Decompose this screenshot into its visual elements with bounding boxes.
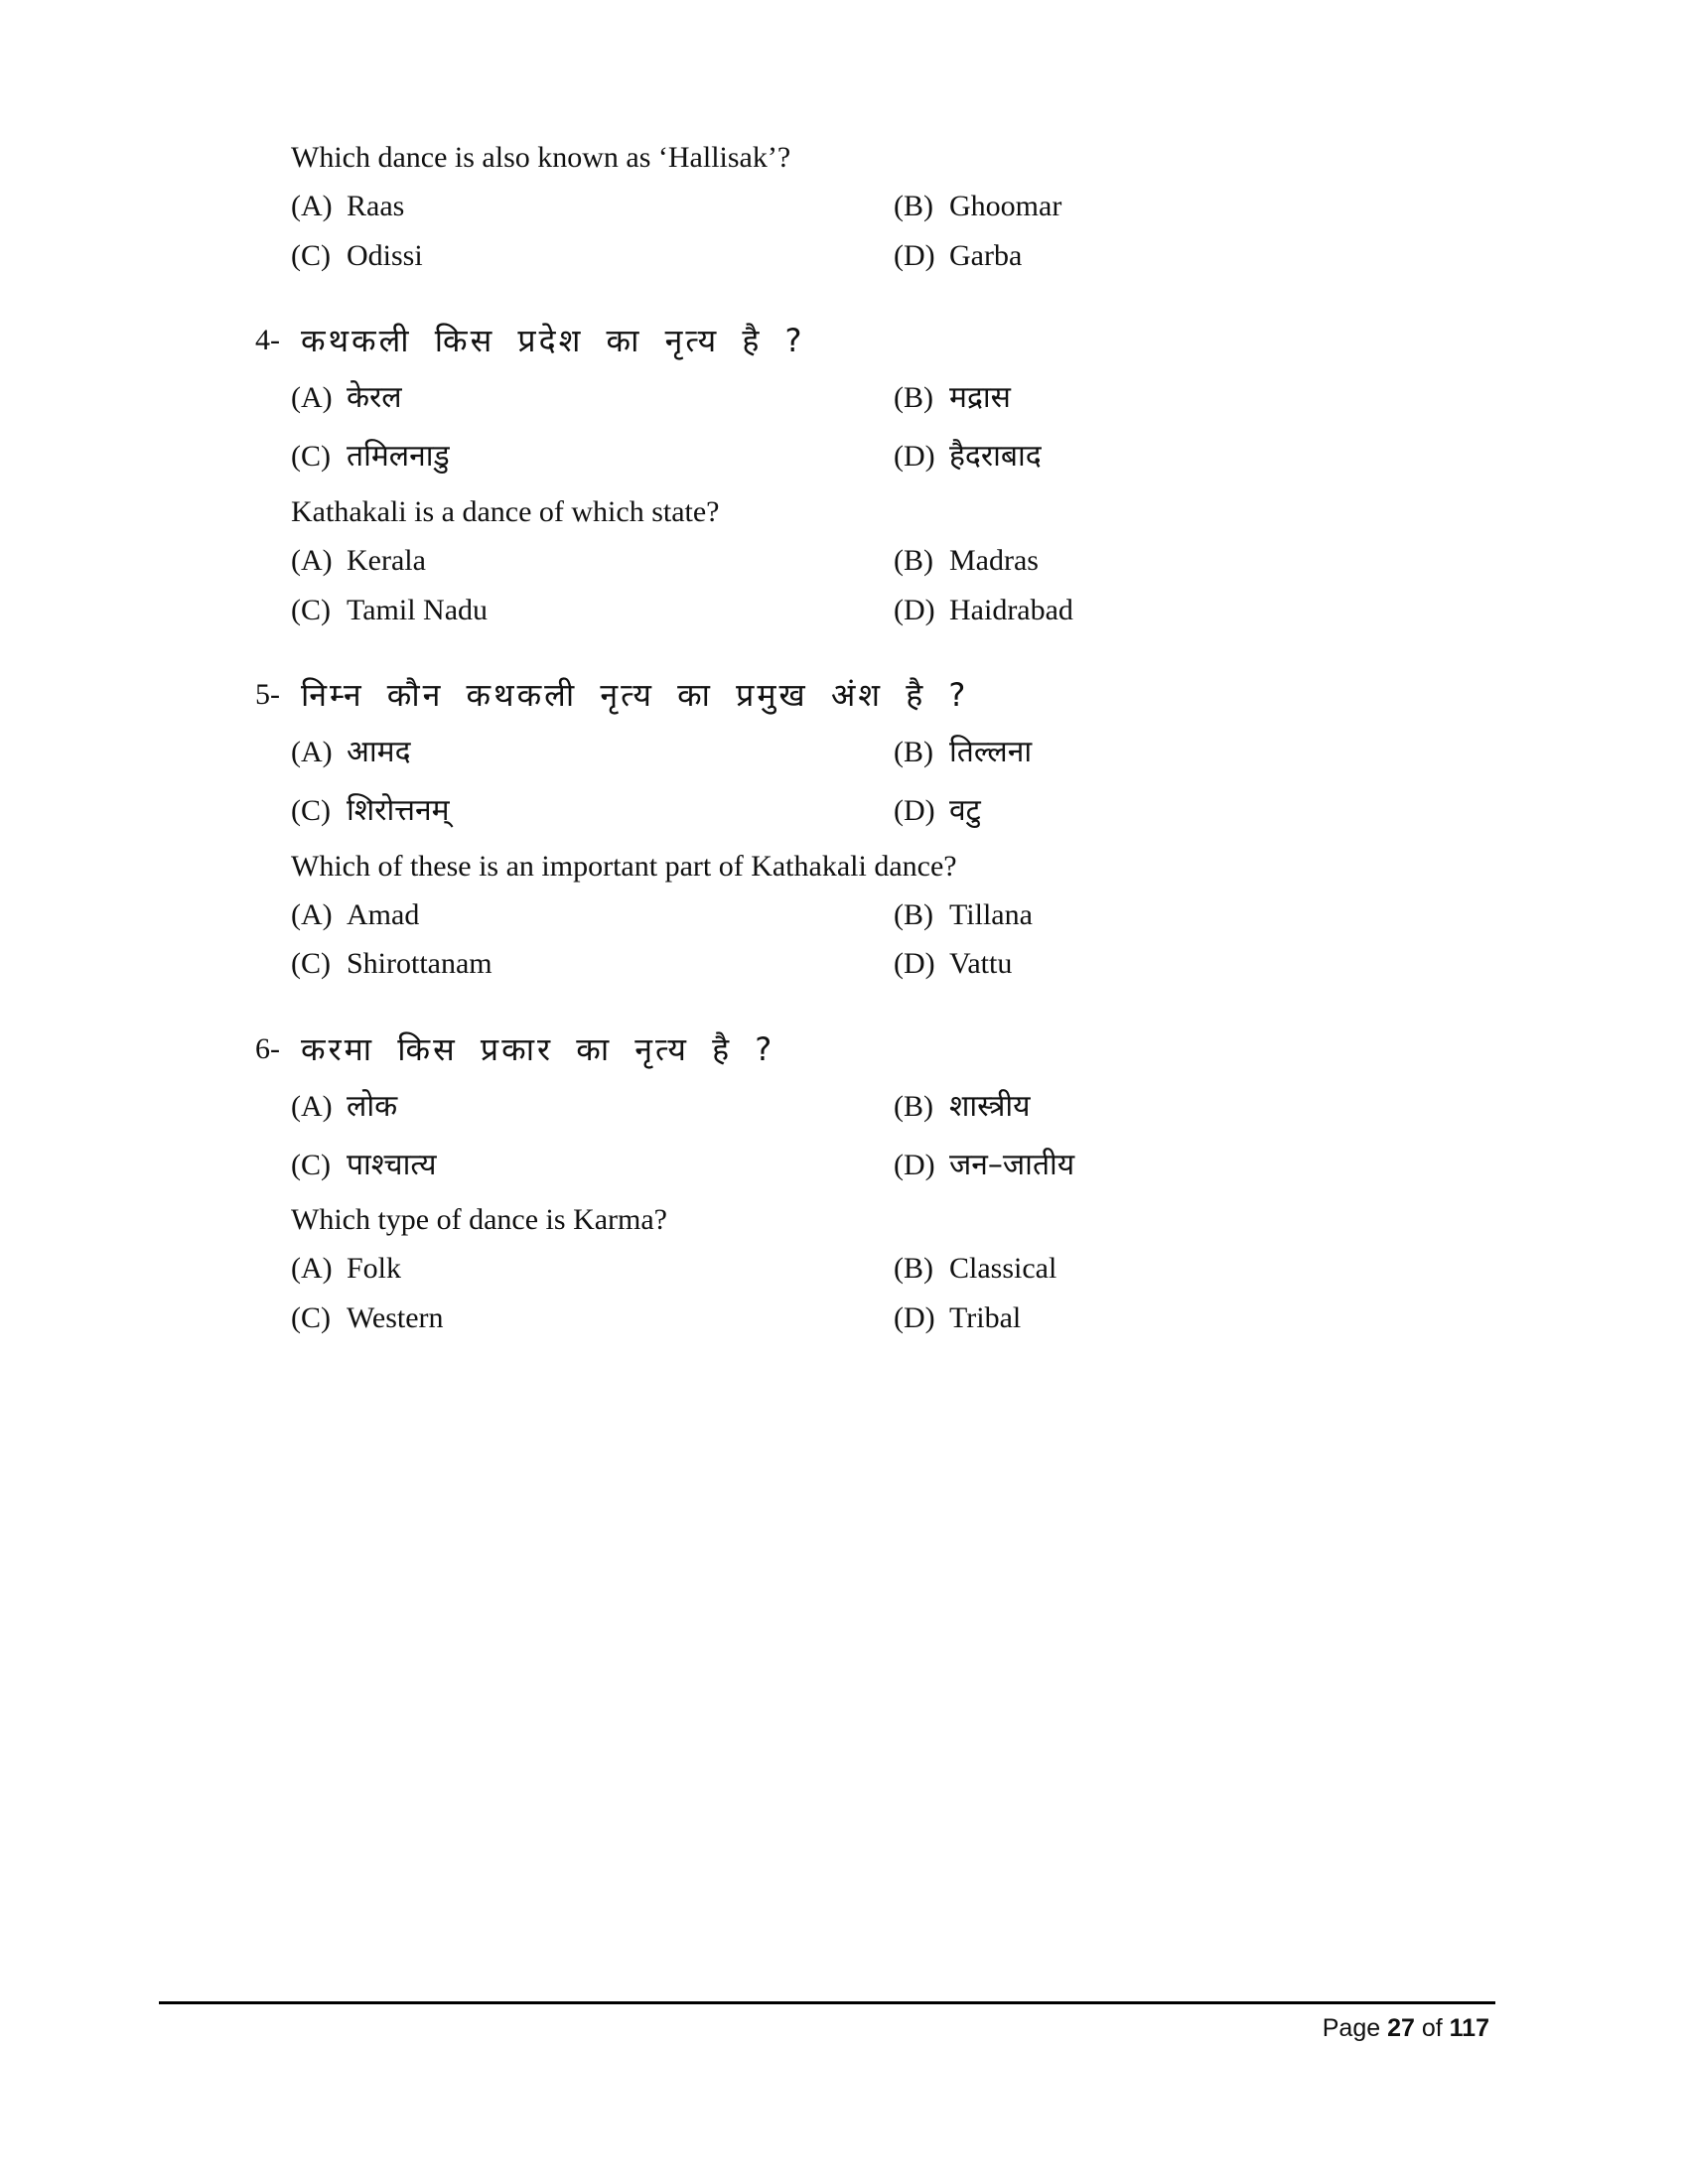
page-current: 27 [1387, 2014, 1415, 2042]
option-text: Amad [347, 898, 420, 931]
option-text: शिरोत्तनम् [347, 793, 450, 828]
q6-question-hi [0, 1027, 1688, 1071]
q4-option-b-hi [894, 378, 1011, 418]
q4-option-c-en [291, 591, 488, 630]
option-text: Garba [949, 239, 1023, 272]
option-text: Shirottanam [347, 947, 492, 980]
q4-option-a-hi [291, 378, 402, 418]
option-label: (A) [291, 190, 333, 222]
q3-option-c-en [291, 236, 423, 276]
q6-option-b-hi [894, 1087, 1031, 1127]
option-text: शास्त्रीय [949, 1089, 1031, 1124]
q4-question-hi [0, 319, 1688, 362]
option-text: वटु [949, 793, 981, 828]
option-label: (D) [894, 594, 935, 626]
option-text: पाश्चात्य [347, 1148, 437, 1182]
q6-option-d-en [894, 1298, 1021, 1338]
option-label: (A) [291, 381, 333, 414]
q5-option-a-hi [291, 733, 411, 772]
q6-option-a-en [291, 1249, 401, 1289]
option-label: (B) [894, 1252, 933, 1285]
question-number: 5- [255, 678, 280, 711]
question-number: 6- [255, 1032, 280, 1065]
page-number [1323, 2011, 1489, 2045]
q3-question-en: Which dance is also known as ‘Hallisak’? [291, 141, 791, 174]
option-text: केरल [347, 380, 402, 415]
q5-option-a-en [291, 895, 419, 935]
q4-option-a-en [291, 541, 426, 581]
option-label: (D) [894, 947, 935, 980]
option-text: Kerala [347, 544, 426, 577]
q5-question-hi [0, 673, 1688, 717]
question-text-hi: करमा किस प्रकार का नृत्य है ? [301, 1030, 775, 1068]
q3-option-d-en [894, 236, 1022, 276]
q5-option-c-en [291, 944, 492, 984]
q4-option-b-en [894, 541, 1039, 581]
option-label: (A) [291, 898, 333, 931]
option-label: (D) [894, 794, 935, 827]
option-text: Tamil Nadu [347, 594, 489, 626]
option-label: (C) [291, 239, 331, 272]
option-text: मद्रास [949, 380, 1011, 415]
option-text: जन–जातीय [949, 1148, 1075, 1182]
option-text: Raas [347, 190, 405, 222]
option-text: हैदराबाद [949, 439, 1042, 474]
option-label: (B) [894, 898, 933, 931]
option-text: आमद [347, 735, 411, 769]
q3-option-a-en [291, 187, 404, 226]
footer-divider [159, 2001, 1495, 2004]
q6-option-c-en [291, 1298, 444, 1338]
option-label: (D) [894, 1301, 935, 1334]
page-total: 117 [1449, 2014, 1489, 2042]
q6-question-en: Which type of dance is Karma? [291, 1203, 667, 1236]
option-text: लोक [347, 1089, 398, 1124]
option-text: Classical [949, 1252, 1057, 1285]
question-number: 4- [255, 324, 280, 356]
q5-option-d-hi [894, 791, 981, 831]
q6-option-a-hi [291, 1087, 397, 1127]
option-label: (B) [894, 190, 933, 222]
question-text-hi: निम्न कौन कथकली नृत्य का प्रमुख अंश है ? [301, 676, 969, 714]
option-label: (D) [894, 239, 935, 272]
q5-option-c-hi [291, 791, 450, 831]
option-label: (D) [894, 1149, 935, 1181]
option-label: (B) [894, 1090, 933, 1123]
option-label: (C) [291, 947, 331, 980]
of-word: of [1421, 2014, 1443, 2042]
option-label: (C) [291, 440, 331, 473]
option-text: तिल्लना [949, 735, 1033, 769]
option-text: Madras [949, 544, 1039, 577]
option-label: (C) [291, 594, 331, 626]
option-text: Haidrabad [949, 594, 1073, 626]
option-text: Tribal [949, 1301, 1022, 1334]
option-text: Tillana [949, 898, 1033, 931]
q4-option-c-hi [291, 437, 450, 477]
option-text: Ghoomar [949, 190, 1062, 222]
question-text-hi: कथकली किस प्रदेश का नृत्य है ? [301, 322, 805, 359]
q6-option-c-hi [291, 1146, 436, 1185]
q5-question-en: Which of these is an important part of Kathakali dance? [291, 850, 957, 883]
option-label: (D) [894, 440, 935, 473]
option-label: (A) [291, 1252, 333, 1285]
q5-option-b-en [894, 895, 1033, 935]
q4-option-d-hi [894, 437, 1042, 477]
option-text: Odissi [347, 239, 423, 272]
q5-option-b-hi [894, 733, 1032, 772]
option-text: तमिलनाडु [347, 439, 450, 474]
option-label: (B) [894, 381, 933, 414]
option-label: (C) [291, 1149, 331, 1181]
option-text: Western [347, 1301, 444, 1334]
option-label: (C) [291, 794, 331, 827]
q6-option-d-hi [894, 1146, 1074, 1185]
q3-option-b-en [894, 187, 1061, 226]
q5-option-d-en [894, 944, 1012, 984]
option-text: Vattu [949, 947, 1013, 980]
option-label: (A) [291, 736, 333, 768]
option-text: Folk [347, 1252, 402, 1285]
q4-option-d-en [894, 591, 1073, 630]
option-label: (C) [291, 1301, 331, 1334]
option-label: (B) [894, 736, 933, 768]
option-label: (B) [894, 544, 933, 577]
q4-question-en: Kathakali is a dance of which state? [291, 495, 720, 528]
q6-option-b-en [894, 1249, 1056, 1289]
option-label: (A) [291, 544, 333, 577]
page-word: Page [1322, 2014, 1381, 2042]
option-label: (A) [291, 1090, 333, 1123]
